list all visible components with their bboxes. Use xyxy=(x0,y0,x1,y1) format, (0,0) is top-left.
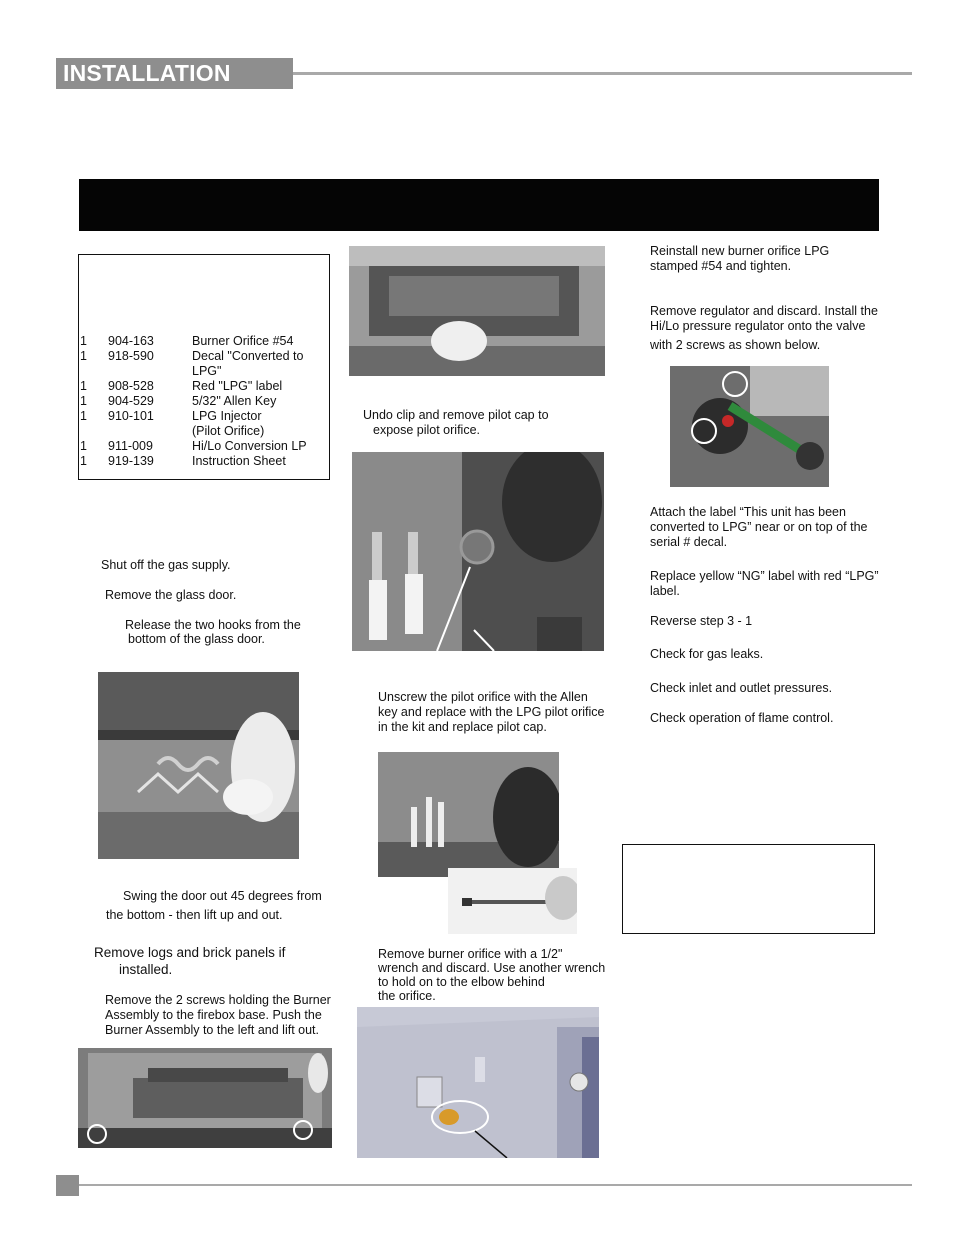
kit-qty: 1 xyxy=(80,379,87,393)
step-reinstall-orifice-cont: stamped #54 and tighten. xyxy=(650,259,792,273)
kit-part-number: 919-139 xyxy=(108,454,154,468)
kit-qty: 1 xyxy=(80,334,87,348)
step-remove-logs-cont: installed. xyxy=(119,962,173,977)
kit-qty: 1 xyxy=(80,349,87,363)
kit-part-number: 918-590 xyxy=(108,349,154,363)
photo-lpg-injector xyxy=(448,868,577,934)
kit-qty: 1 xyxy=(80,409,87,423)
diagram-burner-orifice xyxy=(357,1007,599,1158)
photo-burner-removal xyxy=(349,246,605,376)
step-remove-glass-door: Remove the glass door. xyxy=(105,588,237,602)
step-check-pressures: Check inlet and outlet pressures. xyxy=(650,681,833,695)
orifice-diagram-illustration xyxy=(357,1007,599,1158)
photo-pilot-orifice-wrench xyxy=(378,752,559,877)
step-undo-clip-cont: expose pilot orifice. xyxy=(373,423,481,437)
photo-hilo-regulator xyxy=(670,366,829,487)
burner-removal-illustration xyxy=(349,246,605,376)
photo-glass-door-hooks xyxy=(98,672,299,859)
step-remove-regulator-cont: with 2 screws as shown below. xyxy=(650,338,821,352)
step-attach-label-cont: converted to LPG” near or on top of the xyxy=(650,520,868,534)
kit-description: Instruction Sheet xyxy=(192,454,286,468)
pilot-assembly-illustration xyxy=(352,452,604,651)
step-attach-label: Attach the label “This unit has been xyxy=(650,505,846,519)
page-number-tab xyxy=(56,1175,79,1196)
step-replace-label: Replace yellow “NG” label with red “LPG” xyxy=(650,569,879,583)
step-remove-screws: Remove the 2 screws holding the Burner xyxy=(105,993,331,1007)
step-remove-burner-orifice: Remove burner orifice with a 1/2" xyxy=(378,947,563,961)
kit-part-number: 904-163 xyxy=(108,334,154,348)
photo-burner-assembly-screws xyxy=(78,1048,332,1148)
step-shut-off-gas: Shut off the gas supply. xyxy=(101,558,231,572)
kit-contents-box xyxy=(78,254,330,480)
injector-illustration xyxy=(448,868,577,934)
kit-part-number: 904-529 xyxy=(108,394,154,408)
header-rule xyxy=(293,72,912,75)
step-remove-regulator: Remove regulator and discard. Install the xyxy=(650,304,878,318)
kit-qty: 1 xyxy=(80,394,87,408)
kit-description: Hi/Lo Conversion LP xyxy=(192,439,307,453)
step-undo-clip: Undo clip and remove pilot cap to xyxy=(363,408,549,422)
step-replace-label-cont: label. xyxy=(650,584,680,598)
step-remove-screws-cont: Burner Assembly to the left and lift out. xyxy=(105,1023,320,1037)
step-unscrew-pilot-cont: key and replace with the LPG pilot orifice xyxy=(378,705,605,719)
step-swing-door-cont: the bottom - then lift up and out. xyxy=(106,908,283,922)
step-remove-burner-orifice-cont: the orifice. xyxy=(378,989,436,1003)
pilot-wrench-illustration xyxy=(378,752,559,877)
kit-description: Red "LPG" label xyxy=(192,379,283,393)
step-remove-regulator-cont: Hi/Lo pressure regulator onto the valve xyxy=(650,319,866,333)
step-check-leaks: Check for gas leaks. xyxy=(650,647,764,661)
step-check-flame: Check operation of flame control. xyxy=(650,711,834,725)
step-reverse: Reverse step 3 - 1 xyxy=(650,614,753,628)
title-band xyxy=(79,179,879,231)
kit-part-number: 910-101 xyxy=(108,409,154,423)
kit-description: Decal "Converted to xyxy=(192,349,304,363)
step-remove-burner-orifice-cont: to hold on to the elbow behind xyxy=(378,975,545,989)
hook-photo-illustration xyxy=(98,672,299,859)
photo-pilot-assembly xyxy=(352,452,604,651)
kit-description: 5/32" Allen Key xyxy=(192,394,277,408)
step-reinstall-orifice: Reinstall new burner orifice LPG xyxy=(650,244,830,258)
regulator-illustration xyxy=(670,366,829,487)
note-box xyxy=(622,844,875,934)
step-unscrew-pilot: Unscrew the pilot orifice with the Allen xyxy=(378,690,588,704)
kit-description-cont: (Pilot Orifice) xyxy=(192,424,265,438)
kit-part-number: 911-009 xyxy=(108,439,153,453)
burner-assembly-illustration xyxy=(78,1048,332,1148)
step-attach-label-cont: serial # decal. xyxy=(650,535,728,549)
kit-qty: 1 xyxy=(80,454,87,468)
step-remove-logs: Remove logs and brick panels if xyxy=(94,945,286,960)
kit-description-cont: LPG" xyxy=(192,364,222,378)
step-unscrew-pilot-cont: in the kit and replace pilot cap. xyxy=(378,720,547,734)
step-release-hooks: Release the two hooks from the xyxy=(125,618,301,632)
step-release-hooks-cont: bottom of the glass door. xyxy=(128,632,265,646)
kit-description: Burner Orifice #54 xyxy=(192,334,294,348)
kit-part-number: 908-528 xyxy=(108,379,154,393)
step-remove-screws-cont: Assembly to the firebox base. Push the xyxy=(105,1008,322,1022)
footer-rule xyxy=(79,1184,912,1186)
step-remove-burner-orifice-cont: wrench and discard. Use another wrench xyxy=(378,961,606,975)
section-title: INSTALLATION xyxy=(56,58,293,89)
step-swing-door: Swing the door out 45 degrees from xyxy=(123,889,322,903)
kit-qty: 1 xyxy=(80,439,87,453)
kit-description: LPG Injector xyxy=(192,409,262,423)
